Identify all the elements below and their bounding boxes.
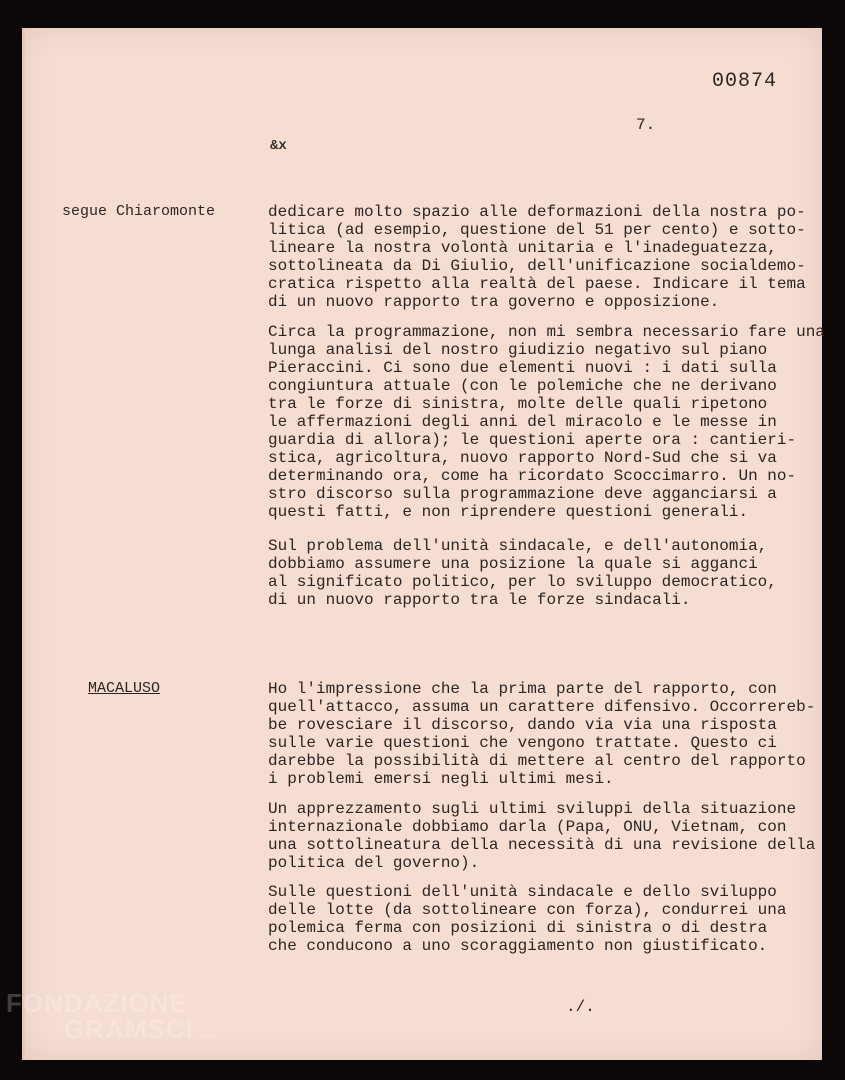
paragraph: Un apprezzamento sugli ultimi sviluppi della situazione internazionale dobbiamo darla (Papa, ONU, Vietnam, con una sottolineatura della necessità di una revisione della politica del governo). <box>268 800 816 872</box>
struck-mark: &x <box>270 138 287 154</box>
speaker-label: segue Chiaromonte <box>62 203 216 220</box>
watermark-logo <box>6 990 217 1049</box>
watermark-suffix: onlus <box>197 1031 217 1040</box>
page-edge <box>22 28 25 1060</box>
paragraph: Circa la programmazione, non mi sembra necessario fare una lunga analisi del nostro giudizio negativo sul piano Pieraccini. Ci sono due elementi nuovi : i dati sulla congiuntura attuale (con le polemiche che ne derivano tra le forze di sinistra, molte delle quali ripetono le affermazioni degli anni del miracolo e le messe in guardia di allora); le questioni aperte ora : cantieri- stica, agricoltura, nuovo rapporto Nord-Sud che si va determinando ora, come ha ricordato Scoccimarro. Un no- stro discorso sulla programmazione deve agganciarsi a questi fatti, e non riprendere questioni generali. <box>268 323 825 521</box>
speaker-label: MACALUSO <box>88 680 161 697</box>
continuation-mark: ./. <box>566 998 595 1016</box>
document-number: 00874 <box>712 70 778 93</box>
watermark-line2: GRAMSCI <box>64 1014 194 1044</box>
paragraph: dedicare molto spazio alle deformazioni della nostra po- litica (ad esempio, questione del 51 per cento) e sotto- lineare la nostra volontà unitaria e l'inadeguatezza, sottolineata da Di Giulio, dell'unificazione socialdemo- cratica rispetto alla realtà del paese. Indicare il tema di un nuovo rapporto tra governo e opposizione. <box>268 203 806 311</box>
page-number: 7. <box>636 116 656 134</box>
watermark-line1: FONDAZIONE <box>6 988 188 1018</box>
paragraph: Ho l'impressione che la prima parte del rapporto, con quell'attacco, assuma un carattere difensivo. Occorrereb- be rovesciare il discorso, dando via via una risposta sulle varie questioni che vengono trattate. Questo ci darebbe la possibilità di mettere al centro del rapporto i problemi emersi negli ultimi mesi. <box>268 680 816 788</box>
paragraph: Sul problema dell'unità sindacale, e dell'autonomia, dobbiamo assumere una posizione la quale si agganci al significato politico, per lo sviluppo democratico, di un nuovo rapporto tra le forze sindacali. <box>268 537 777 609</box>
paragraph: Sulle questioni dell'unità sindacale e dello sviluppo delle lotte (da sottolineare con forza), condurrei una polemica ferma con posizioni di sinistra o di destra che conducono a uno scoraggiamento non giustificato. <box>268 883 787 955</box>
